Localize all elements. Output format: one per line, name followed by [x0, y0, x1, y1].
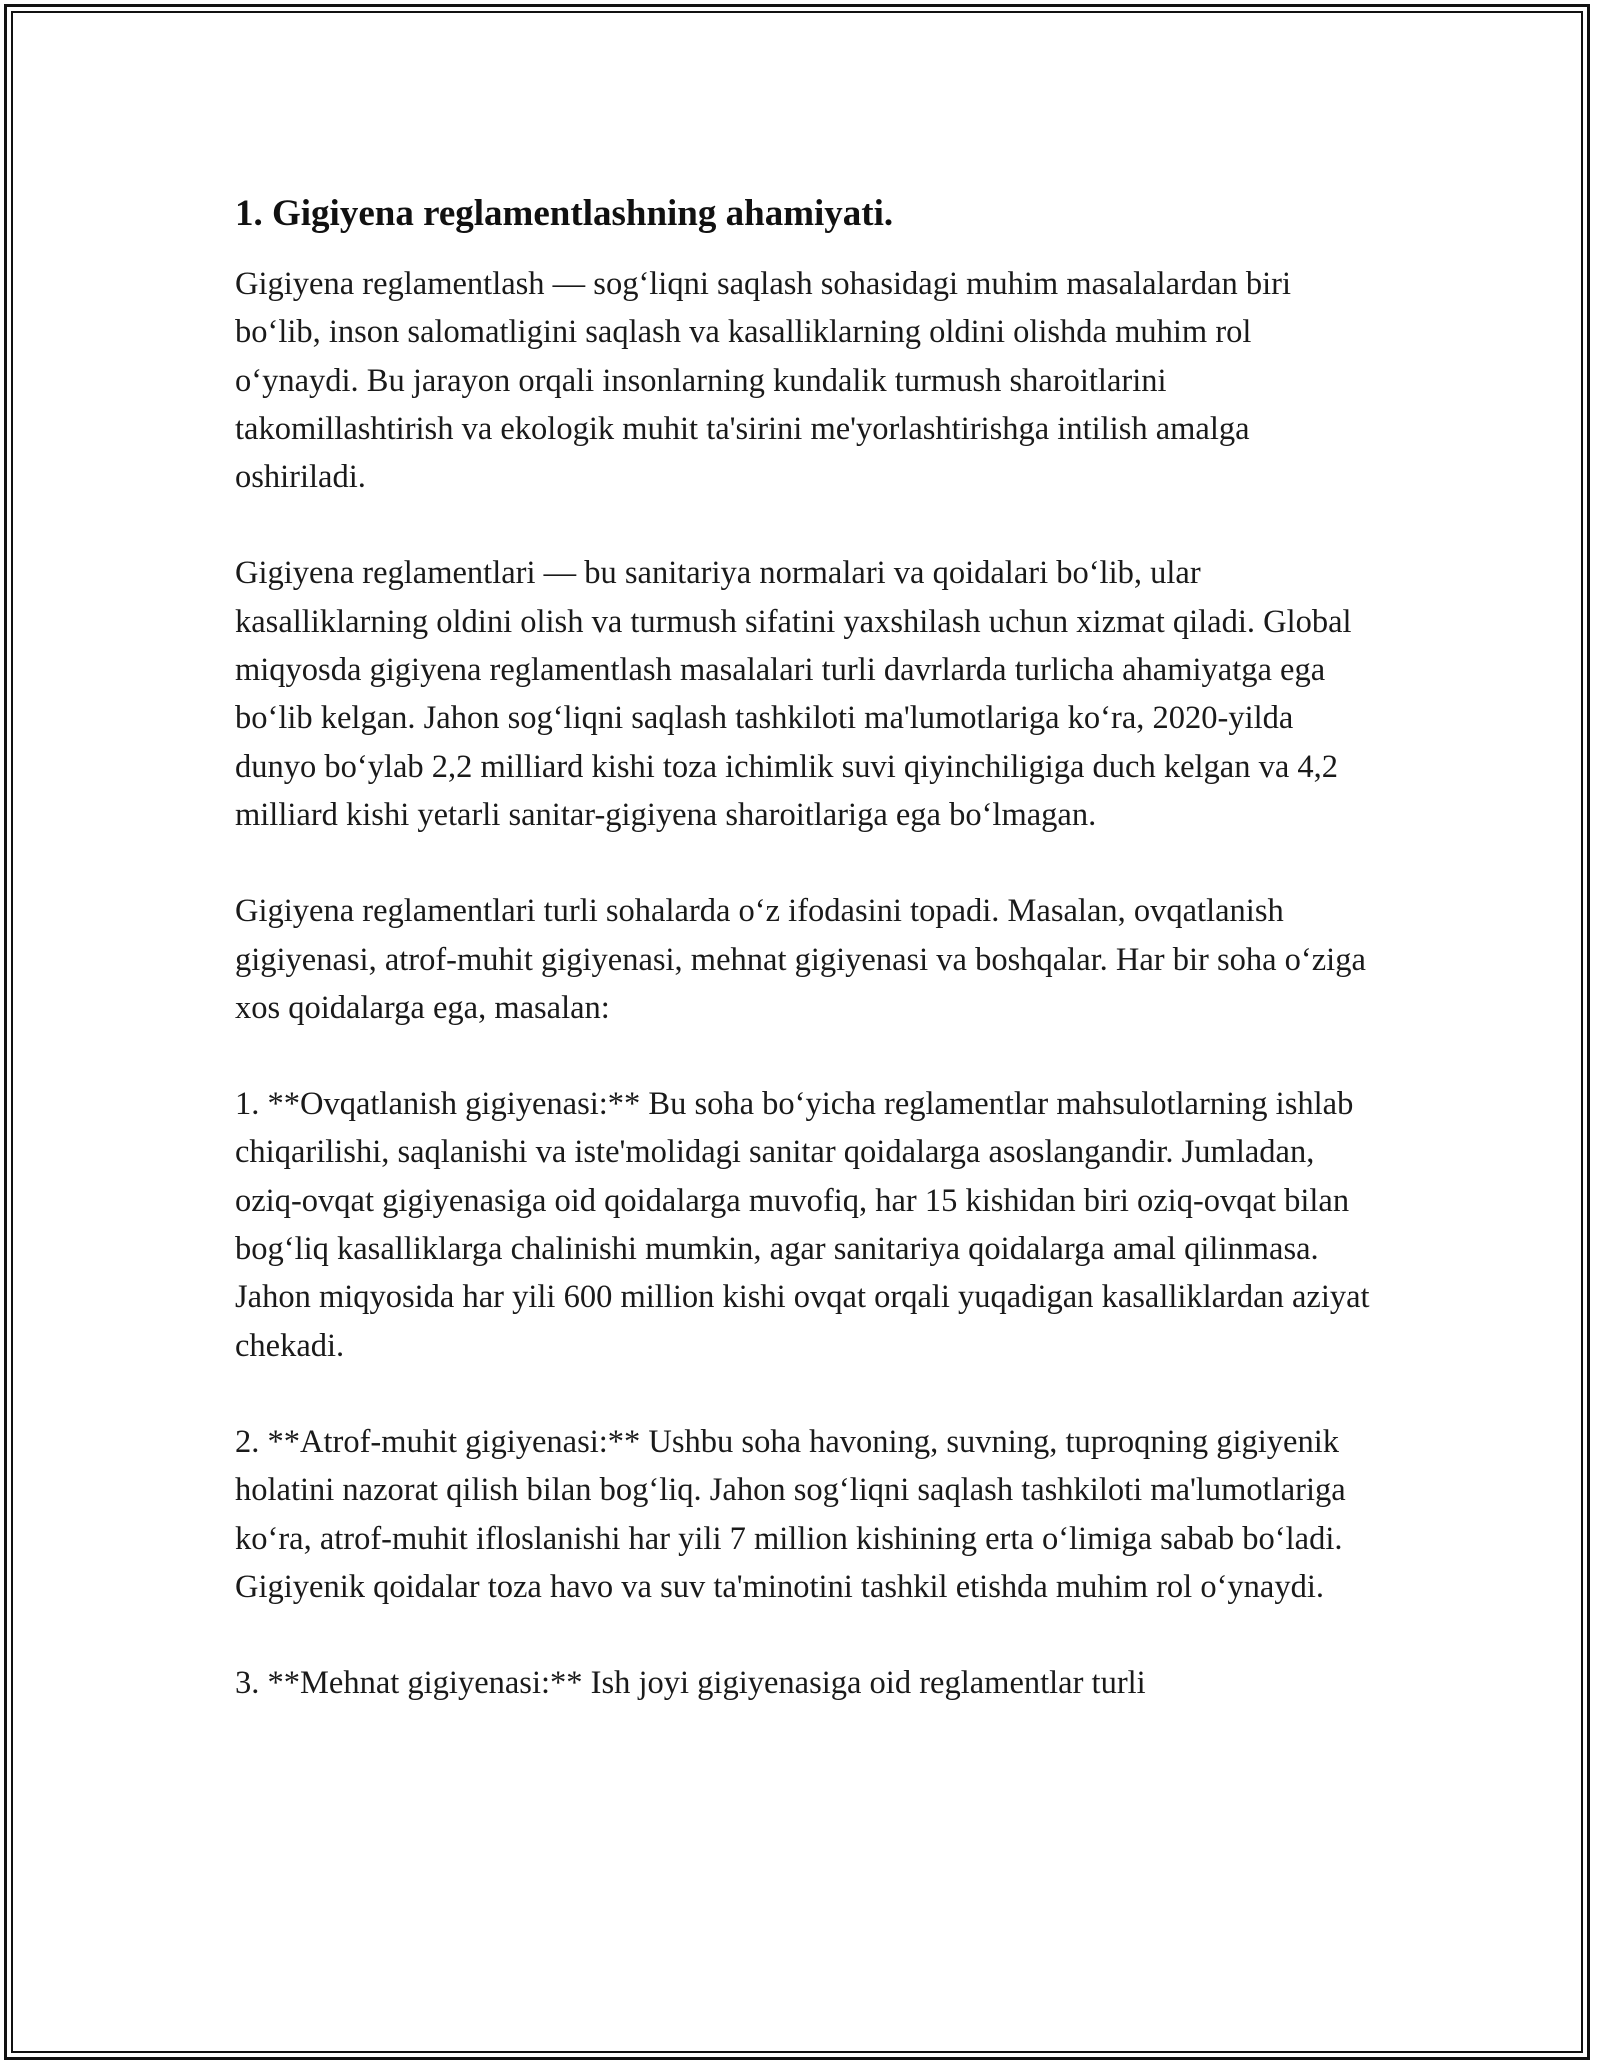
- paragraph-areas: Gigiyena reglamentlari turli sohalarda o‘z ifodasini topadi. Masalan, ovqatlanish gigiyenasi, atrof-muhit gigiyenasi, mehnat gigiyenasi va boshqalar. Har bir soha o‘ziga xos qoidalarga ega, masalan:: [235, 893, 1366, 1026]
- paragraph-intro: Gigiyena reglamentlash — sog‘liqni saqlash sohasidagi muhim masalalardan biri bo‘lib, inson salomatligini saqlash va kasalliklarning oldini olishda muhim rol o‘ynaydi. Bu jarayon orqali insonlarning kundalik turmush sharoitlarini takomillashtirish va ekologik muhit ta'sirini me'yorlashtirishga intilish amalga oshiriladi.: [235, 266, 1292, 496]
- section-heading: 1. Gigiyena reglamentlashning ahamiyati.: [235, 193, 894, 234]
- paragraph-labor-hygiene: 3. **Mehnat gigiyenasi:** Ish joyi gigiyenasiga oid reglamentlar turli: [235, 1665, 1146, 1702]
- document-body: [235, 190, 1375, 1707]
- paragraph-food-hygiene: 1. **Ovqatlanish gigiyenasi:** Bu soha bo‘yicha reglamentlar mahsulotlarning ishlab chiqarilishi, saqlanishi va iste'molidagi sanitar qoidalarga asoslangandir. Jumladan, oziq-ovqat gigiyenasiga oid qoidalarga muvofiq, har 15 kishidan biri oziq-ovqat bilan bog‘liq kasalliklarga chalinishi mumkin, agar sanitariya qoidalarga amal qilinmasa. Jahon miqyosida har yili 600 million kishi ovqat orqali yuqadigan kasalliklardan aziyat chekadi.: [235, 1086, 1370, 1364]
- paragraph-regulations: Gigiyena reglamentlari — bu sanitariya normalari va qoidalari bo‘lib, ular kasalliklarning oldini olish va turmush sifatini yaxshilash uchun xizmat qiladi. Global miqyosda gigiyena reglamentlash masalalari turli davrlarda turlicha ahamiyatga ega bo‘lib kelgan. Jahon sog‘liqni saqlash tashkiloti ma'lumotlariga ko‘ra, 2020-yilda dunyo bo‘ylab 2,2 milliard kishi toza ichimlik suvi qiyinchiligiga duch kelgan va 4,2 milliard kishi yetarli sanitar-gigiyena sharoitlariga ega bo‘lmagan.: [235, 555, 1352, 833]
- paragraph-environmental-hygiene: 2. **Atrof-muhit gigiyenasi:** Ushbu soha havoning, suvning, tuproqning gigiyenik holatini nazorat qilish bilan bog‘liq. Jahon sog‘liqni saqlash tashkiloti ma'lumotlariga ko‘ra, atrof-muhit ifloslanishi har yili 7 million kishining erta o‘limiga sabab bo‘ladi. Gigiyenik qoidalar toza havo va suv ta'minotini tashkil etishda muhim rol o‘ynaydi.: [235, 1423, 1346, 1605]
